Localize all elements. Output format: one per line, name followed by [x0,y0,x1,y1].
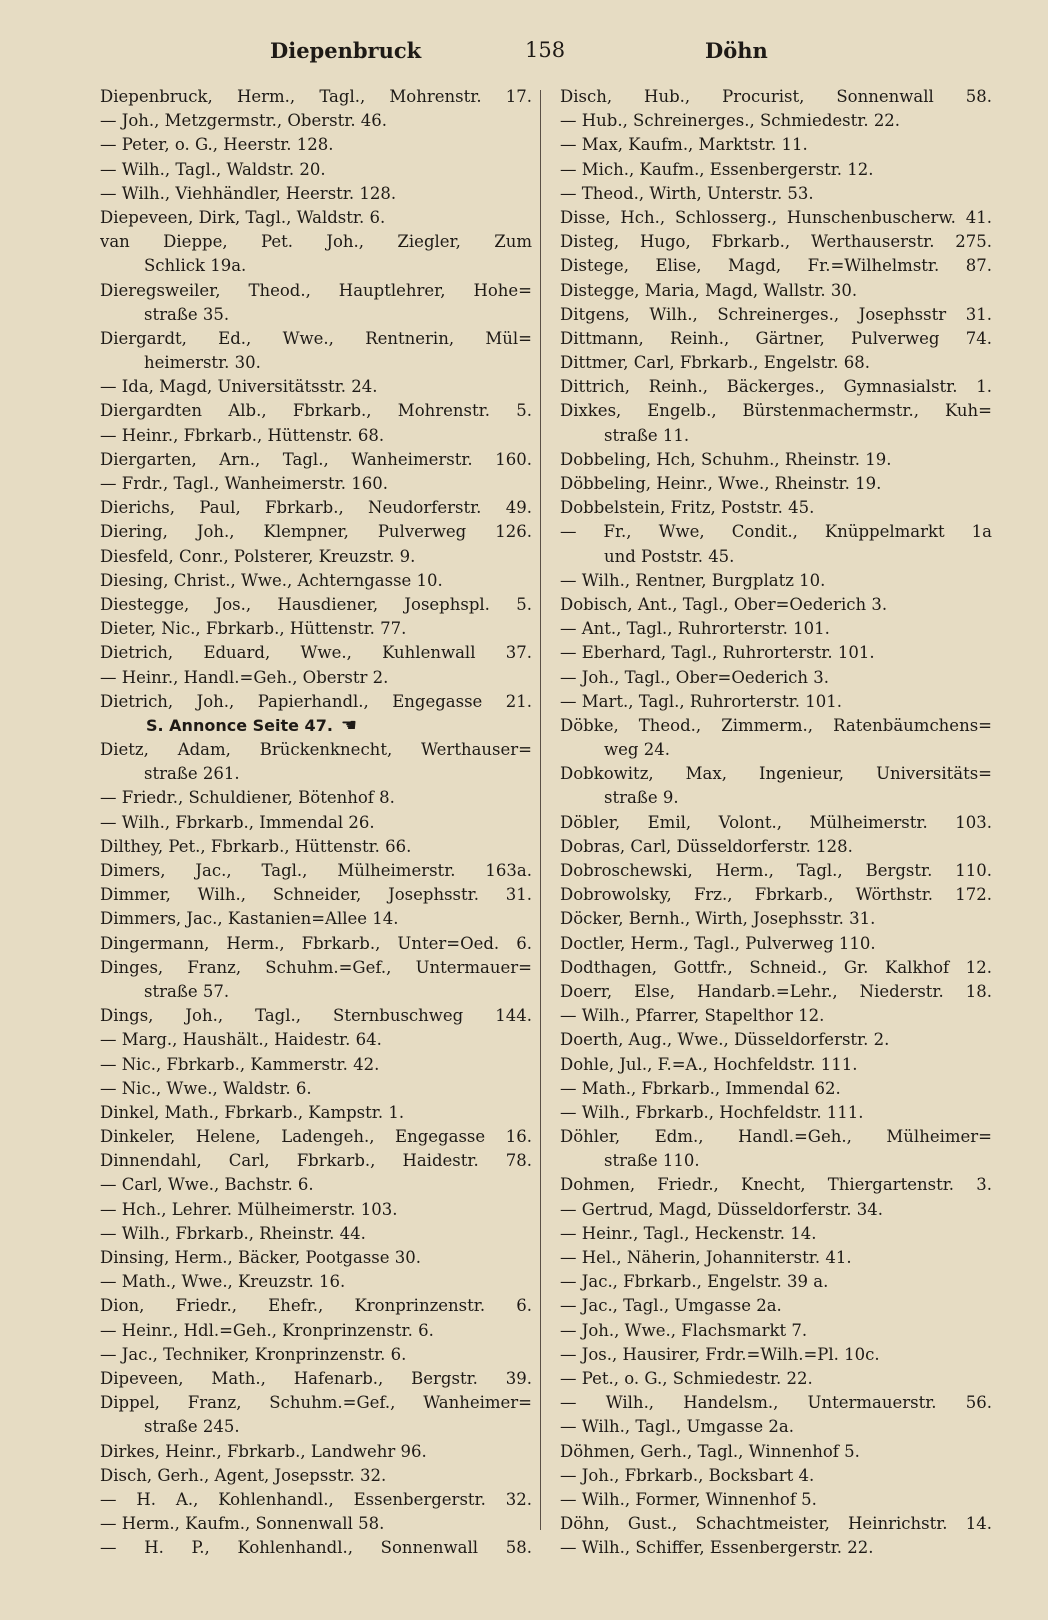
directory-entry: — Peter, o. G., Heerstr. 128. [100,135,334,155]
right-column [560,85,992,1560]
directory-entry: Diergardten Alb., Fbrkarb., Mohrenstr. 5. [100,401,532,421]
directory-entry: Diesfeld, Conr., Polsterer, Kreuzstr. 9. [100,546,416,566]
directory-entry: — Wilh., Pfarrer, Stapelthor 12. [560,1006,825,1026]
directory-entry: — Hub., Schreinerges., Schmiedestr. 22. [560,111,901,131]
directory-entry: Dinges, Franz, Schuhm.=Gef., Untermauer= [100,957,532,977]
directory-entry: Döbler, Emil, Volont., Mülheimerstr. 103. [560,812,992,832]
directory-entry: Dimmers, Jac., Kastanien=Allee 14. [100,909,399,929]
directory-entry: — Math., Fbrkarb., Immendal 62. [560,1078,841,1098]
directory-entry: Dinsing, Herm., Bäcker, Pootgasse 30. [100,1248,422,1267]
header-right-keyword: Döhn [705,38,768,63]
directory-entry: Disse, Hch., Schlosserg., Hunschenbuscherw. 41. [560,207,992,227]
directory-entry: Dittmann, Reinh., Gärtner, Pulverweg 74. [560,328,992,348]
directory-entry: Dinkeler, Helene, Ladengeh., Engegasse 16. [100,1127,532,1147]
directory-entry: Döhler, Edm., Handl.=Geh., Mülheimer= [560,1127,992,1147]
page-number: 158 [525,38,566,62]
directory-entry: Dobbelstein, Fritz, Poststr. 45. [560,498,815,518]
directory-entry: Dinkel, Math., Fbrkarb., Kampstr. 1. [100,1102,405,1122]
directory-entry: Doerr, Else, Handarb.=Lehr., Niederstr. 18. [560,981,992,1001]
directory-entry: — Max, Kaufm., Marktstr. 11. [560,135,808,155]
directory-entry: Diepeveen, Dirk, Tagl., Waldstr. 6. [100,207,386,227]
directory-entry: Dimmer, Wilh., Schneider, Josephsstr. 31. [100,885,532,905]
directory-entry: van Dieppe, Pet. Joh., Ziegler, Zum [100,232,532,252]
directory-entry: straße 9. [604,788,679,808]
directory-entry: — Joh., Tagl., Ober=Oederich 3. [560,667,829,687]
directory-entry: — Wilh., Former, Winnenhof 5. [560,1489,817,1509]
directory-entry: — Herm., Kaufm., Sonnenwall 58. [100,1514,385,1534]
directory-entry: Dietz, Adam, Brückenknecht, Werthauser= [100,740,532,760]
directory-entry: Disteg, Hugo, Fbrkarb., Werthauserstr. 275. [560,232,992,252]
directory-entry: Diepenbruck, Herm., Tagl., Mohrenstr. 17. [100,87,532,106]
directory-entry: — Jos., Hausirer, Frdr.=Wilh.=Pl. 10c. [560,1344,880,1364]
directory-entry: — Jac., Fbrkarb., Engelstr. 39 a. [560,1272,829,1292]
directory-entry: — Wilh., Tagl., Waldstr. 20. [100,159,326,179]
directory-entry: — Heinr., Fbrkarb., Hüttenstr. 68. [100,425,385,445]
directory-entry: — Heinr., Tagl., Heckenstr. 14. [560,1223,817,1243]
directory-entry: Dobbeling, Hch, Schuhm., Rheinstr. 19. [560,449,892,469]
directory-entry: Dingermann, Herm., Fbrkarb., Unter=Oed. 6. [100,933,532,953]
header-left-keyword: Diepenbruck [270,38,422,63]
directory-entry: Disch, Gerh., Agent, Josepsstr. 32. [100,1465,387,1485]
directory-entry: Doctler, Herm., Tagl., Pulverweg 110. [560,933,876,953]
directory-entry: — Fr., Wwe, Condit., Knüppelmarkt 1a [560,522,992,542]
directory-entry: Dietrich, Eduard, Wwe., Kuhlenwall 37. [100,643,532,663]
directory-entry: — Wilh., Rentner, Burgplatz 10. [560,570,826,590]
directory-entry: — Frdr., Tagl., Wanheimerstr. 160. [100,474,388,493]
directory-entry: — Joh., Wwe., Flachsmarkt 7. [560,1320,808,1340]
directory-entry: — Jac., Tagl., Umgasse 2a. [560,1296,782,1316]
directory-entry: — Jac., Techniker, Kronprinzenstr. 6. [100,1344,407,1364]
directory-entry: — Heinr., Handl.=Geh., Oberstr 2. [100,667,389,687]
advertisement-reference: S. Annonce Seite 47. ☚ [100,714,532,738]
directory-entry: — Gertrud, Magd, Düsseldorferstr. 34. [560,1199,883,1219]
directory-entry: — Mich., Kaufm., Essenbergerstr. 12. [560,159,874,179]
left-column [100,85,532,1560]
directory-entry: Disch, Hub., Procurist, Sonnenwall 58. [560,87,992,106]
directory-entry: — Mart., Tagl., Ruhrorterstr. 101. [560,691,842,711]
directory-entry: — Joh., Fbrkarb., Bocksbart 4. [560,1465,815,1485]
directory-entry: Dietrich, Joh., Papierhandl., Engegasse 21. [100,691,532,711]
directory-entry: Dohmen, Friedr., Knecht, Thiergartenstr. 3. [560,1175,992,1195]
directory-entry: Doerth, Aug., Wwe., Düsseldorferstr. 2. [560,1030,890,1050]
directory-entry: — Math., Wwe., Kreuzstr. 16. [100,1272,346,1292]
directory-entry: straße 35. [144,304,230,324]
directory-entry: Döbbeling, Heinr., Wwe., Rheinstr. 19. [560,474,882,493]
directory-entry: — Hch., Lehrer. Mülheimerstr. 103. [100,1199,398,1219]
directory-entry: straße 245. [144,1417,240,1437]
directory-entry: Diestegge, Jos., Hausdiener, Josephspl. 5. [100,594,532,614]
directory-entry: — Wilh., Viehhändler, Heerstr. 128. [100,183,397,203]
directory-entry: Döbke, Theod., Zimmerm., Ratenbäumchens= [560,715,992,735]
directory-entry: — Joh., Metzgermstr., Oberstr. 46. [100,111,388,131]
directory-entry: Dipeveen, Math., Hafenarb., Bergstr. 39. [100,1368,532,1388]
directory-entry: Dimers, Jac., Tagl., Mülheimerstr. 163a. [100,861,532,880]
directory-entry: Döhn, Gust., Schachtmeister, Heinrichstr. 14. [560,1514,992,1534]
directory-entry: Döhmen, Gerh., Tagl., Winnenhof 5. [560,1441,860,1461]
directory-entry: Schlick 19a. [144,256,247,276]
directory-entry: — H. A., Kohlenhandl., Essenbergerstr. 32. [100,1489,532,1509]
directory-entry: Ditgens, Wilh., Schreinerges., Josephsstr 31. [560,304,992,324]
directory-entry: Dobrowolsky, Frz., Fbrkarb., Wörthstr. 172. [560,885,992,905]
directory-entry: Distege, Elise, Magd, Fr.=Wilhelmstr. 87. [560,256,992,276]
directory-entry: straße 11. [604,425,690,445]
directory-entry: Distegge, Maria, Magd, Wallstr. 30. [560,280,858,300]
directory-entry: — Eberhard, Tagl., Ruhrorterstr. 101. [560,643,875,663]
directory-entry: — Wilh., Fbrkarb., Hochfeldstr. 111. [560,1102,864,1122]
directory-entry: Döcker, Bernh., Wirth, Josephsstr. 31. [560,909,876,929]
directory-entry: — Heinr., Hdl.=Geh., Kronprinzenstr. 6. [100,1320,434,1340]
directory-entry: Diering, Joh., Klempner, Pulverweg 126. [100,522,532,542]
pointing-hand-icon: ☚ [340,714,358,736]
directory-entry: — Ant., Tagl., Ruhrorterstr. 101. [560,619,830,639]
directory-entry: Diergardt, Ed., Wwe., Rentnerin, Mül= [100,328,532,348]
directory-entry: Dinnendahl, Carl, Fbrkarb., Haidestr. 78. [100,1151,532,1171]
directory-entry: straße 57. [144,981,230,1001]
directory-entry: Dieter, Nic., Fbrkarb., Hüttenstr. 77. [100,619,407,639]
directory-entry: Dieregsweiler, Theod., Hauptlehrer, Hohe= [100,280,532,300]
directory-entry: — Friedr., Schuldiener, Bötenhof 8. [100,788,395,808]
directory-entry: — H. P., Kohlenhandl., Sonnenwall 58. [100,1538,532,1558]
directory-entry: Dittrich, Reinh., Bäckerges., Gymnasialstr. 1. [560,377,992,397]
directory-entry: — Pet., o. G., Schmiedestr. 22. [560,1368,813,1388]
directory-entry: Diergarten, Arn., Tagl., Wanheimerstr. 160. [100,449,532,469]
directory-entry: — Hel., Näherin, Johanniterstr. 41. [560,1248,852,1267]
directory-entry: heimerstr. 30. [144,353,261,373]
directory-entry: Dippel, Franz, Schuhm.=Gef., Wanheimer= [100,1393,532,1413]
column-divider [540,90,541,1530]
directory-entry: — Nic., Wwe., Waldstr. 6. [100,1078,312,1098]
directory-entry: — Wilh., Fbrkarb., Rheinstr. 44. [100,1223,366,1243]
directory-entry: — Wilh., Fbrkarb., Immendal 26. [100,812,375,832]
directory-entry: — Wilh., Schiffer, Essenbergerstr. 22. [560,1538,874,1558]
directory-entry: — Nic., Fbrkarb., Kammerstr. 42. [100,1054,380,1074]
directory-entry: Dohle, Jul., F.=A., Hochfeldstr. 111. [560,1054,858,1074]
directory-entry: — Wilh., Handelsm., Untermauerstr. 56. [560,1393,992,1413]
page-header [100,38,980,68]
directory-entry: Dixkes, Engelb., Bürstenmachermstr., Kuh= [560,401,992,421]
directory-entry: Dobras, Carl, Düsseldorferstr. 128. [560,836,853,856]
directory-entry: und Poststr. 45. [604,546,735,566]
directory-entry: straße 261. [144,764,240,784]
directory-entry: Dirkes, Heinr., Fbrkarb., Landwehr 96. [100,1441,427,1461]
directory-entry: — Ida, Magd, Universitätsstr. 24. [100,377,378,397]
directory-entry: — Carl, Wwe., Bachstr. 6. [100,1175,314,1195]
directory-entry: Dings, Joh., Tagl., Sternbuschweg 144. [100,1006,532,1026]
directory-entry: Dobroschewski, Herm., Tagl., Bergstr. 110. [560,861,992,880]
directory-entry: Dobkowitz, Max, Ingenieur, Universitäts= [560,764,992,784]
directory-entry: Dion, Friedr., Ehefr., Kronprinzenstr. 6. [100,1296,532,1316]
directory-entry: — Wilh., Tagl., Umgasse 2a. [560,1417,794,1437]
directory-entry: Dierichs, Paul, Fbrkarb., Neudorferstr. 49. [100,498,532,518]
directory-entry: Dittmer, Carl, Fbrkarb., Engelstr. 68. [560,353,870,373]
directory-entry: Dobisch, Ant., Tagl., Ober=Oederich 3. [560,594,888,614]
directory-entry: straße 110. [604,1151,700,1171]
directory-entry: Diesing, Christ., Wwe., Achterngasse 10. [100,570,443,590]
directory-entry: Dodthagen, Gottfr., Schneid., Gr. Kalkhof 12. [560,957,992,977]
directory-entry: Dilthey, Pet., Fbrkarb., Hüttenstr. 66. [100,836,412,856]
directory-entry: — Marg., Haushält., Haidestr. 64. [100,1030,382,1050]
directory-entry: — Theod., Wirth, Unterstr. 53. [560,183,814,203]
directory-entry: weg 24. [604,740,670,760]
